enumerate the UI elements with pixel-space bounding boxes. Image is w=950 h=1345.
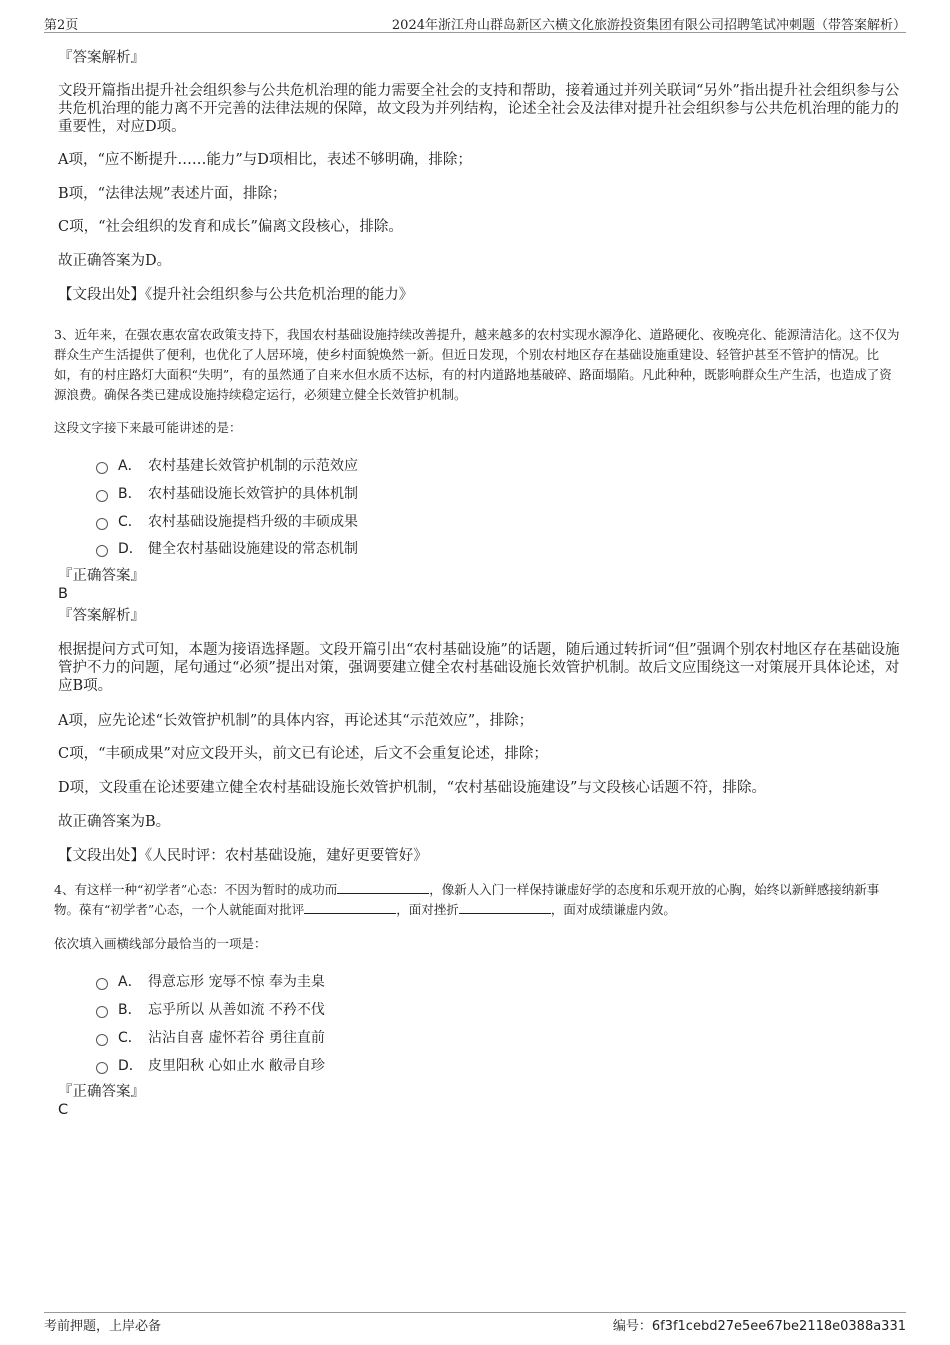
option-text: 农村基建长效管护机制的示范效应 — [148, 458, 358, 474]
q3-answer-label: 『正确答案』 — [58, 568, 145, 584]
option-letter: B． — [118, 1002, 142, 1018]
radio-button[interactable] — [96, 462, 108, 474]
q3-option-c[interactable] — [96, 511, 358, 531]
q4-stem — [54, 880, 900, 920]
radio-button[interactable] — [96, 545, 108, 557]
page-header — [44, 14, 906, 33]
option-letter: C． — [118, 1030, 142, 1046]
code-value: 6f3f1cebd27e5ee67be2118e0388a331 — [651, 1319, 906, 1334]
q2-source: 【文段出处】《提升社会组织参与公共危机治理的能力》 — [58, 287, 414, 303]
q3-analysis-text: 根据提问方式可知，本题为接语选择题。文段开篇引出“农村基础设施”的话题，随后通过转折词“但”强调个别农村地区存在基础设施管护不力的问题，尾句通过“必须”提出对策，强调要建立健全农村基础设施长效管护机制。故后文应围绕这一对策展开具体论述，对应B项。 — [58, 642, 900, 694]
q4-option-c[interactable] — [96, 1027, 325, 1047]
fill-blank — [337, 881, 429, 894]
option-text: 皮里阳秋 心如止水 敝帚自珍 — [148, 1058, 325, 1074]
q4-stem-part: 4、有这样一种“初学者”心态：不因为暂时的成功而 — [54, 882, 338, 897]
radio-button[interactable] — [96, 518, 108, 530]
q3-conclusion: 故正确答案为B。 — [58, 814, 171, 830]
q3-option-b[interactable] — [96, 483, 358, 503]
fill-blank — [304, 901, 396, 914]
q2-analysis-label: 『答案解析』 — [58, 50, 145, 66]
option-letter: A． — [118, 458, 142, 474]
q3-point-a: A项，应先论述“长效管护机制”的具体内容，再论述其“示范效应”，排除； — [58, 713, 534, 729]
q2-point-b: B项，“法律法规”表述片面，排除； — [58, 186, 287, 202]
option-text: 沾沾自喜 虚怀若谷 勇往直前 — [148, 1030, 325, 1046]
footer-slogan: 考前押题，上岸必备 — [44, 1319, 162, 1334]
q4-option-b[interactable] — [96, 999, 325, 1019]
option-text: 农村基础设施提档升级的丰硕成果 — [148, 514, 358, 530]
q2-point-a: A项，“应不断提升……能力”与D项相比，表述不够明确，排除； — [58, 152, 472, 168]
radio-button[interactable] — [96, 978, 108, 990]
q3-stem: 3、近年来，在强农惠农富农政策支持下，我国农村基础设施持续改善提升，越来越多的农村实现水源净化、道路硬化、夜晚亮化、能源清洁化。这不仅为群众生产生活提供了便利，也优化了人居环境，使乡村面貌焕然一新。但近日发现，个别农村地区存在基础设施重建设、轻管护甚至不管护的情况。比如，有的村庄路灯大面积“失明”，有的虽然通了自来水但水质不达标，有的村内道路地基破碎、路面塌陷。凡此种种，既影响群众生产生活，也造成了资源浪费。确保各类已建成设施持续稳定运行，必须建立健全长效管护机制。 — [54, 327, 900, 402]
q4-stem-part: ，像新人入门一样保持谦虚好学的态度和乐观开放的心胸，始终以新鲜感接纳新事物。葆有“初学者”心态，一个人就能面对批评 — [54, 882, 880, 917]
option-letter: A． — [118, 974, 142, 990]
page-footer — [44, 1312, 906, 1337]
option-letter: D． — [118, 541, 143, 557]
q3-option-a[interactable] — [96, 455, 358, 475]
option-letter: D． — [118, 1058, 143, 1074]
option-letter: C． — [118, 514, 142, 530]
fill-blank — [459, 901, 551, 914]
q2-conclusion: 故正确答案为D。 — [58, 253, 172, 269]
q3-analysis-label: 『答案解析』 — [58, 608, 145, 624]
q4-stem-part: ，面对成绩谦虚内敛。 — [550, 902, 676, 917]
q3-option-d[interactable] — [96, 538, 358, 558]
q4-stem-part: ，面对挫折 — [396, 902, 459, 917]
q4-answer: C — [58, 1102, 69, 1118]
q3-point-c: C项，“丰硕成果”对应文段开头，前文已有论述，后文不会重复论述，排除； — [58, 746, 548, 762]
q4-answer-label: 『正确答案』 — [58, 1084, 145, 1100]
document-title: 2024年浙江舟山群岛新区六横文化旅游投资集团有限公司招聘笔试冲刺题（带答案解析） — [391, 18, 906, 33]
q3-source: 【文段出处】《人民时评：农村基础设施，建好更要管好》 — [58, 848, 428, 864]
document-code — [613, 1315, 906, 1337]
option-text: 农村基础设施长效管护的具体机制 — [148, 486, 358, 502]
radio-button[interactable] — [96, 1062, 108, 1074]
option-text: 健全农村基础设施建设的常态机制 — [148, 541, 358, 557]
q3-question: 这段文字接下来最可能讲述的是： — [54, 420, 242, 435]
q4-option-d[interactable] — [96, 1055, 325, 1075]
option-letter: B． — [118, 486, 142, 502]
q3-answer: B — [58, 586, 68, 602]
option-text: 忘乎所以 从善如流 不矜不伐 — [148, 1002, 325, 1018]
q4-question: 依次填入画横线部分最恰当的一项是： — [54, 936, 267, 951]
q3-point-d: D项，文段重在论述要建立健全农村基础设施长效管护机制，“农村基础设施建设”与文段核心话题不符，排除。 — [58, 780, 766, 796]
option-text: 得意忘形 宠辱不惊 奉为圭臬 — [148, 974, 325, 990]
radio-button[interactable] — [96, 1006, 108, 1018]
code-label: 编号： — [612, 1319, 652, 1334]
q2-analysis-text: 文段开篇指出提升社会组织参与公共危机治理的能力需要全社会的支持和帮助，接着通过并列关联词“另外”指出提升社会组织参与公共危机治理的能力离不开完善的法律法规的保障，故文段为并列结构，论述全社会及法律对提升社会组织参与公共危机治理的能力的重要性，对应D项。 — [58, 83, 900, 135]
q2-point-c: C项，“社会组织的发育和成长”偏离文段核心，排除。 — [58, 219, 403, 235]
page-number: 第2页 — [44, 18, 79, 33]
radio-button[interactable] — [96, 490, 108, 502]
q4-option-a[interactable] — [96, 971, 325, 991]
radio-button[interactable] — [96, 1034, 108, 1046]
